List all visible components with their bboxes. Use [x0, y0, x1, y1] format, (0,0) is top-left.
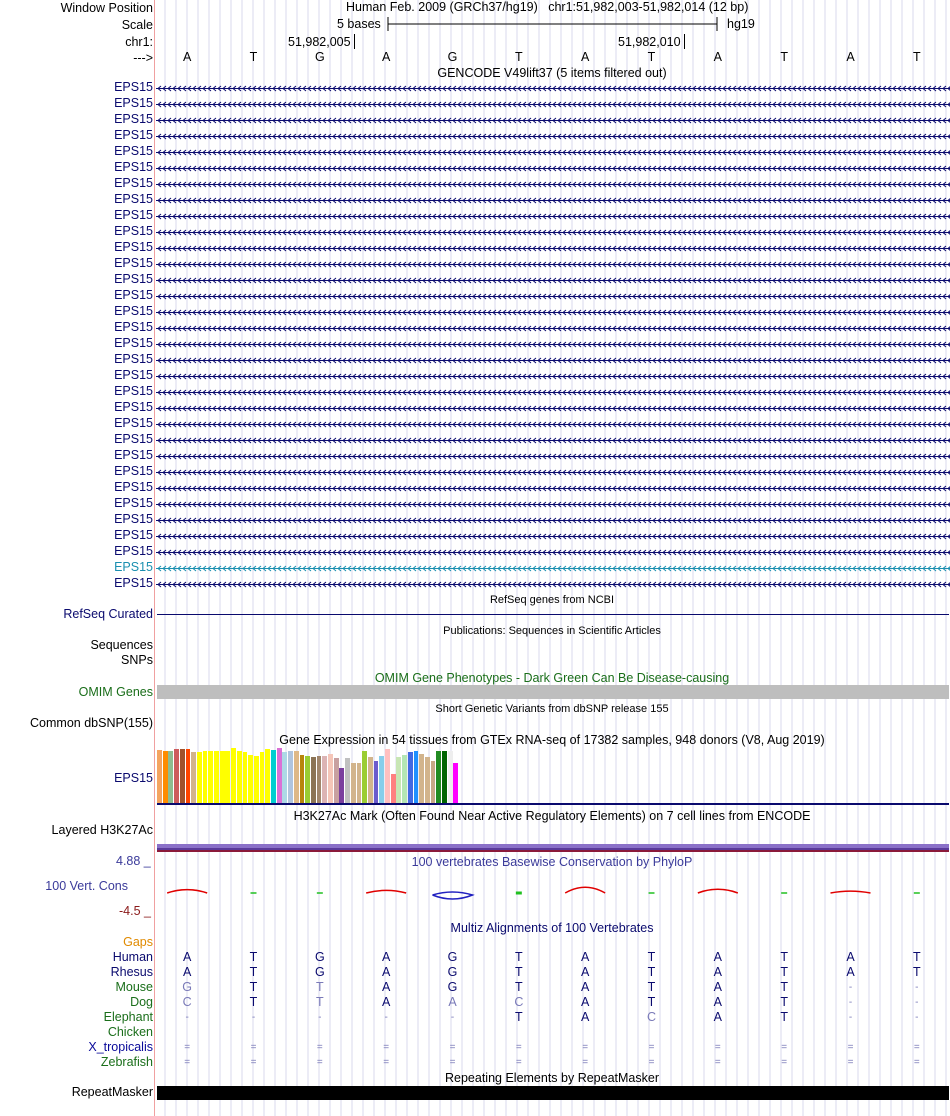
phylop-mark — [565, 887, 605, 893]
publications-label-line2[interactable]: SNPs — [121, 653, 153, 667]
gencode-transcript-label[interactable]: EPS15 — [114, 496, 153, 510]
aligned-base: A — [381, 965, 391, 979]
gtex-bar[interactable] — [345, 758, 350, 803]
phylop-min: -4.5 _ — [119, 904, 151, 918]
reference-base: T — [913, 50, 921, 64]
gencode-transcript[interactable] — [156, 449, 950, 463]
coord-right: 51,982,010 — [618, 35, 681, 49]
gtex-title: Gene Expression in 54 tissues from GTEx RNA-seq of 17382 samples, 948 donors (V8, Aug 2019) — [279, 733, 825, 747]
aligned-base: = — [316, 1057, 323, 1068]
aligned-base: G — [447, 950, 458, 964]
omim-label[interactable]: OMIM Genes — [78, 685, 153, 699]
aligned-base: = — [316, 1042, 323, 1053]
gtex-bar[interactable] — [186, 749, 191, 803]
gencode-transcript-label[interactable]: EPS15 — [114, 128, 153, 142]
assembly-title — [346, 0, 748, 15]
gencode-transcript-label[interactable]: EPS15 — [114, 576, 153, 590]
gencode-transcript[interactable] — [156, 321, 950, 335]
window-position-label: Window Position — [60, 1, 153, 15]
h3k27ac-label[interactable]: Layered H3K27Ac — [51, 823, 153, 837]
chrom-label: chr1: — [125, 35, 153, 49]
dbsnp-label[interactable]: Common dbSNP(155) — [30, 716, 153, 730]
gencode-transcript[interactable] — [156, 161, 950, 175]
scale-bar — [386, 16, 722, 32]
gtex-bar[interactable] — [334, 758, 339, 803]
species-label[interactable]: Dog — [130, 995, 153, 1009]
gencode-transcript-label[interactable]: EPS15 — [114, 464, 153, 478]
aligned-base: = — [250, 1042, 257, 1053]
phylop-title: 100 vertebrates Basewise Conservation by PhyloP — [411, 855, 693, 869]
gencode-transcript[interactable] — [156, 225, 950, 239]
aligned-base: A — [713, 1010, 722, 1024]
reference-base: A — [713, 50, 722, 64]
gtex-bar[interactable] — [322, 756, 327, 803]
gencode-transcript[interactable] — [156, 305, 950, 319]
coord-left-tick — [354, 34, 355, 49]
reference-base: G — [447, 50, 458, 64]
gtex-bar[interactable] — [402, 755, 407, 803]
gencode-transcript-label[interactable]: EPS15 — [114, 400, 153, 414]
gencode-transcript-label[interactable]: EPS15 — [114, 304, 153, 318]
aligned-base: C — [646, 1010, 657, 1024]
aligned-base: = — [582, 1042, 589, 1053]
gencode-transcript-label[interactable]: EPS15 — [114, 80, 153, 94]
gencode-transcript-label[interactable]: EPS15 — [114, 240, 153, 254]
gencode-transcript[interactable] — [156, 273, 950, 287]
gtex-bar[interactable] — [339, 768, 344, 803]
reference-base: G — [314, 50, 325, 64]
gtex-bar[interactable] — [317, 756, 322, 803]
publications-title: Publications: Sequences in Scientific Articles — [443, 625, 661, 637]
gencode-transcript-label[interactable]: EPS15 — [114, 96, 153, 110]
gencode-transcript[interactable] — [156, 577, 950, 591]
aligned-base: G — [182, 980, 193, 994]
gencode-transcript-label[interactable]: EPS15 — [114, 224, 153, 238]
gtex-bar[interactable] — [294, 751, 299, 803]
aligned-base: A — [580, 950, 590, 964]
gencode-transcript-label[interactable]: EPS15 — [114, 352, 153, 366]
gtex-bar[interactable] — [311, 757, 316, 803]
species-label[interactable]: X_tropicalis — [88, 1040, 153, 1054]
gencode-transcript-label[interactable]: EPS15 — [114, 320, 153, 334]
gencode-transcript-label[interactable]: EPS15 — [114, 208, 153, 222]
gencode-transcript-label[interactable]: EPS15 — [114, 416, 153, 430]
gencode-title: GENCODE V49lift37 (5 items filtered out) — [437, 66, 667, 80]
gtex-bar[interactable] — [436, 751, 441, 803]
reference-base: T — [515, 50, 523, 64]
reference-base: T — [780, 50, 788, 64]
gtex-bar[interactable] — [425, 757, 430, 803]
aligned-base: = — [847, 1042, 854, 1053]
aligned-base: T — [316, 980, 324, 994]
aligned-base: G — [447, 980, 458, 994]
aligned-base: C — [182, 995, 192, 1009]
aligned-base: = — [250, 1057, 257, 1068]
gencode-transcript-label[interactable]: EPS15 — [114, 272, 153, 286]
omim-bar[interactable] — [157, 685, 949, 699]
gtex-bar[interactable] — [157, 750, 162, 803]
gtex-bar[interactable] — [180, 749, 185, 803]
aligned-base: T — [913, 950, 921, 964]
gtex-bar[interactable] — [168, 751, 173, 803]
aligned-base: A — [381, 995, 391, 1009]
gencode-transcript[interactable] — [156, 369, 950, 383]
refseq-label[interactable]: RefSeq Curated — [63, 607, 153, 621]
aligned-base: - — [915, 1012, 919, 1023]
gencode-transcript[interactable] — [156, 513, 950, 527]
phylop-mark — [698, 889, 738, 893]
aligned-base: T — [515, 950, 523, 964]
reference-base: A — [182, 50, 192, 64]
aligned-base: A — [713, 980, 722, 994]
gencode-transcript[interactable] — [156, 481, 950, 495]
aligned-base: = — [648, 1042, 655, 1053]
gtex-bar[interactable] — [442, 751, 447, 803]
aligned-base: T — [515, 1010, 523, 1024]
aligned-base: - — [185, 1012, 189, 1023]
aligned-base: T — [780, 1010, 788, 1024]
aligned-base: A — [846, 950, 855, 964]
aligned-base: C — [514, 995, 524, 1009]
gtex-bar[interactable] — [248, 755, 253, 803]
refseq-title: RefSeq genes from NCBI — [489, 594, 615, 606]
aligned-base: - — [450, 1012, 455, 1023]
aligned-base: = — [781, 1042, 788, 1053]
gtex-bar[interactable] — [214, 751, 219, 803]
gtex-bar[interactable] — [391, 774, 396, 803]
assembly-name: Human Feb. 2009 (GRCh37/hg19) — [346, 0, 538, 14]
phylop-mark — [433, 892, 473, 899]
aligned-base: = — [515, 1057, 522, 1068]
gtex-bar[interactable] — [163, 751, 168, 803]
gencode-transcript[interactable] — [156, 337, 950, 351]
gencode-transcript[interactable] — [156, 209, 950, 223]
aligned-base: T — [515, 980, 523, 994]
aligned-base: = — [449, 1042, 456, 1053]
aligned-base: T — [647, 995, 656, 1009]
aligned-base: G — [314, 950, 325, 964]
aligned-base: - — [318, 1012, 322, 1023]
gtex-bar[interactable] — [208, 751, 213, 803]
gtex-bar[interactable] — [385, 749, 390, 803]
aligned-base: - — [251, 1012, 256, 1023]
gencode-transcript-label[interactable]: EPS15 — [114, 112, 153, 126]
aligned-base: - — [848, 1012, 853, 1023]
gtex-bar[interactable] — [374, 761, 379, 803]
gtex-baseline — [157, 803, 949, 805]
repeatmasker-label[interactable]: RepeatMasker — [71, 1085, 153, 1099]
phylop-mark — [366, 890, 406, 893]
aligned-base: A — [182, 950, 192, 964]
gencode-transcript-label[interactable]: EPS15 — [114, 528, 153, 542]
aligned-base: = — [383, 1057, 390, 1068]
gencode-transcript[interactable] — [156, 545, 950, 559]
gtex-bar[interactable] — [396, 757, 401, 803]
aligned-base: T — [515, 965, 523, 979]
aligned-base: = — [913, 1057, 920, 1068]
gtex-bar[interactable] — [203, 751, 208, 803]
gencode-transcript-label[interactable]: EPS15 — [114, 176, 153, 190]
aligned-base: - — [915, 997, 919, 1008]
gtex-bar[interactable] — [197, 752, 202, 803]
aligned-base: A — [713, 965, 722, 979]
gtex-bar[interactable] — [300, 755, 305, 803]
gencode-transcript[interactable] — [156, 129, 950, 143]
aligned-base: = — [781, 1057, 788, 1068]
gtex-bar[interactable] — [260, 752, 265, 803]
gtex-bar[interactable] — [419, 754, 424, 804]
aligned-base: T — [780, 965, 788, 979]
gencode-transcript-label[interactable]: EPS15 — [114, 480, 153, 494]
aligned-base: = — [582, 1057, 589, 1068]
gencode-transcript[interactable] — [156, 145, 950, 159]
gtex-bar[interactable] — [379, 756, 384, 803]
repeatmasker-bar[interactable] — [157, 1086, 949, 1100]
gencode-transcript[interactable] — [156, 353, 950, 367]
aligned-base: - — [848, 997, 853, 1008]
aligned-base: T — [647, 980, 656, 994]
aligned-base: A — [580, 1010, 590, 1024]
gtex-bar[interactable] — [448, 751, 453, 803]
gtex-bar[interactable] — [453, 763, 458, 803]
gtex-label[interactable]: EPS15 — [114, 771, 153, 785]
gtex-bar[interactable] — [357, 763, 362, 803]
coord-left: 51,982,005 — [288, 35, 351, 49]
gencode-transcript[interactable] — [156, 97, 950, 111]
gtex-bar[interactable] — [271, 750, 276, 803]
phylop-mark — [831, 891, 871, 893]
gtex-bar[interactable] — [288, 751, 293, 803]
gencode-transcript[interactable] — [156, 529, 950, 543]
aligned-base: A — [580, 980, 590, 994]
gtex-bar[interactable] — [305, 756, 310, 803]
aligned-base: = — [383, 1042, 390, 1053]
species-label[interactable]: Chicken — [107, 1025, 153, 1039]
aligned-base: = — [184, 1042, 191, 1053]
gtex-bar[interactable] — [191, 752, 196, 803]
gtex-bar[interactable] — [351, 763, 356, 803]
aligned-base: = — [913, 1042, 920, 1053]
gtex-bar[interactable] — [265, 749, 270, 803]
publications-label-line1[interactable]: Sequences — [90, 638, 153, 652]
gtex-bar[interactable] — [414, 751, 419, 803]
gtex-bar[interactable] — [277, 748, 282, 803]
phylop-mark — [167, 890, 207, 893]
aligned-base: T — [249, 950, 258, 964]
reference-base: T — [647, 50, 656, 64]
aligned-base: T — [913, 965, 921, 979]
gencode-transcript[interactable] — [156, 177, 950, 191]
omim-title: OMIM Gene Phenotypes - Dark Green Can Be Disease-causing — [374, 671, 730, 685]
gtex-bar-chart[interactable] — [157, 748, 949, 803]
reference-base: A — [381, 50, 391, 64]
gtex-bar[interactable] — [368, 757, 373, 803]
species-label[interactable]: Zebrafish — [100, 1055, 153, 1069]
gtex-bar[interactable] — [282, 752, 287, 803]
aligned-base: A — [381, 980, 391, 994]
gencode-transcript-label[interactable]: EPS15 — [114, 384, 153, 398]
gencode-transcript-label[interactable]: EPS15 — [114, 336, 153, 350]
dbsnp-title: Short Genetic Variants from dbSNP release 155 — [435, 703, 669, 715]
reference-base: A — [846, 50, 855, 64]
aligned-base: T — [647, 965, 656, 979]
reference-base: T — [249, 50, 258, 64]
aligned-base: = — [184, 1057, 191, 1068]
aligned-base: = — [515, 1042, 522, 1053]
gencode-transcript[interactable] — [156, 193, 950, 207]
gencode-transcript[interactable] — [156, 561, 950, 575]
gencode-transcript[interactable] — [156, 385, 950, 399]
aligned-base: = — [714, 1057, 721, 1068]
gencode-transcript-label[interactable]: EPS15 — [114, 432, 153, 446]
gtex-bar[interactable] — [225, 751, 230, 803]
gencode-transcript-label[interactable]: EPS15 — [114, 192, 153, 206]
gencode-transcript-label[interactable]: EPS15 — [114, 560, 153, 574]
phylop-max: 4.88 _ — [116, 854, 151, 868]
aligned-base: T — [780, 980, 788, 994]
aligned-base: - — [848, 982, 853, 993]
gtex-bar[interactable] — [174, 749, 179, 803]
aligned-base: T — [249, 980, 258, 994]
gencode-transcript-label[interactable]: EPS15 — [114, 144, 153, 158]
gencode-transcript-label[interactable]: EPS15 — [114, 160, 153, 174]
aligned-base: G — [314, 965, 325, 979]
aligned-base: A — [381, 950, 391, 964]
gencode-transcript[interactable] — [156, 81, 950, 95]
aligned-base: T — [316, 995, 324, 1009]
species-label[interactable]: Human — [112, 950, 153, 964]
repeatmasker-title: Repeating Elements by RepeatMasker — [444, 1071, 660, 1085]
gtex-bar[interactable] — [254, 756, 259, 803]
aligned-base: = — [449, 1057, 456, 1068]
aligned-base: A — [713, 995, 722, 1009]
scale-label: Scale — [121, 18, 153, 32]
species-label[interactable]: Rhesus — [110, 965, 153, 979]
aligned-base: = — [847, 1057, 854, 1068]
gtex-bar[interactable] — [237, 751, 242, 803]
gencode-transcript[interactable] — [156, 433, 950, 447]
gencode-transcript-label[interactable]: EPS15 — [114, 368, 153, 382]
refseq-gene-line[interactable] — [157, 614, 949, 615]
phylop-label[interactable]: 100 Vert. Cons — [45, 879, 128, 893]
gencode-transcript-label[interactable]: EPS15 — [114, 288, 153, 302]
gtex-bar[interactable] — [231, 748, 236, 803]
scale-db: hg19 — [727, 17, 755, 31]
gencode-transcript[interactable] — [156, 401, 950, 415]
scale-text: 5 bases — [337, 17, 381, 31]
aligned-base: T — [249, 995, 258, 1009]
aligned-base: A — [448, 995, 457, 1009]
gencode-transcript[interactable] — [156, 465, 950, 479]
aligned-base: A — [713, 950, 722, 964]
multiz-title: Multiz Alignments of 100 Vertebrates — [450, 921, 654, 935]
gtex-bar[interactable] — [362, 751, 367, 803]
aligned-base: T — [780, 950, 788, 964]
gencode-transcript-label[interactable]: EPS15 — [114, 544, 153, 558]
gencode-transcript[interactable] — [156, 497, 950, 511]
gtex-bar[interactable] — [431, 761, 436, 803]
gencode-transcript[interactable] — [156, 241, 950, 255]
gtex-bar[interactable] — [328, 754, 333, 804]
h3k27ac-signal-red — [157, 850, 949, 852]
gencode-transcript-label[interactable]: EPS15 — [114, 448, 153, 462]
aligned-base: - — [915, 982, 919, 993]
gencode-transcript-label[interactable]: EPS15 — [114, 512, 153, 526]
species-label[interactable]: Elephant — [103, 1010, 153, 1024]
h3k27ac-title: H3K27Ac Mark (Often Found Near Active Regulatory Elements) on 7 cell lines from ENCODE — [293, 809, 811, 823]
aligned-base: T — [249, 965, 258, 979]
gtex-bar[interactable] — [220, 751, 225, 803]
gaps-label[interactable]: Gaps — [123, 935, 153, 949]
gencode-transcript[interactable] — [156, 289, 950, 303]
reference-base: A — [580, 50, 590, 64]
aligned-base: A — [182, 965, 192, 979]
gtex-bar[interactable] — [243, 752, 248, 803]
aligned-base: A — [580, 995, 590, 1009]
gencode-transcript[interactable] — [156, 257, 950, 271]
aligned-base: T — [780, 995, 788, 1009]
species-label[interactable]: Mouse — [115, 980, 153, 994]
strand-arrow-label: ---> — [133, 51, 153, 65]
aligned-base: = — [714, 1042, 721, 1053]
aligned-base: = — [648, 1057, 655, 1068]
gencode-transcript-label[interactable]: EPS15 — [114, 256, 153, 270]
position-readout: chr1:51,982,003-51,982,014 (12 bp) — [548, 0, 749, 14]
gencode-transcript[interactable] — [156, 113, 950, 127]
gencode-transcript[interactable] — [156, 417, 950, 431]
phylop-plot[interactable] — [0, 870, 950, 910]
aligned-base: G — [447, 965, 458, 979]
aligned-base: T — [647, 950, 656, 964]
coord-right-tick — [684, 34, 685, 49]
gtex-bar[interactable] — [408, 752, 413, 803]
aligned-base: - — [384, 1012, 388, 1023]
aligned-base: A — [580, 965, 590, 979]
aligned-base: A — [846, 965, 855, 979]
